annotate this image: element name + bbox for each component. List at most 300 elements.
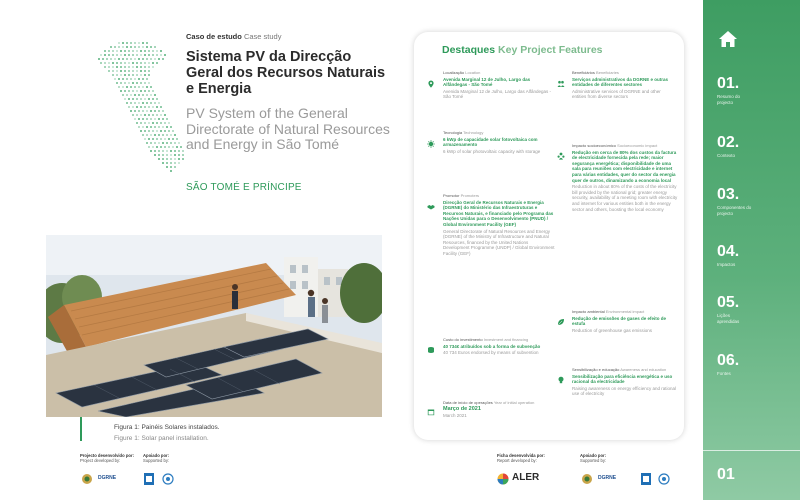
map-dot (128, 50, 130, 52)
nav-item-number: 01. (717, 75, 740, 92)
feature-value-english: 6 kWp of solar photovoltaic capacity with storage (443, 148, 541, 154)
map-dot (162, 134, 164, 136)
nav-item-label: Resumo do projecto (717, 94, 741, 105)
map-dot (132, 82, 134, 84)
map-dot (162, 154, 164, 156)
supported-by-en-2: Supported by: (580, 458, 607, 463)
map-dot (116, 74, 118, 76)
map-dot (148, 62, 150, 64)
map-dot (166, 158, 168, 160)
map-dot (160, 122, 162, 124)
feature-value: 40 734€ atribuídos sob a forma de subvenção (443, 343, 541, 349)
map-dot (146, 86, 148, 88)
map-dot (136, 114, 138, 116)
map-dot (136, 54, 138, 56)
map-dot (152, 122, 154, 124)
map-dot (142, 78, 144, 80)
map-dot (152, 106, 154, 108)
map-dot (106, 58, 108, 60)
map-dot (150, 126, 152, 128)
undp-logo-2 (640, 472, 652, 484)
map-dot (108, 70, 110, 72)
map-dot (104, 54, 106, 56)
map-dot (130, 110, 132, 112)
map-dot (112, 66, 114, 68)
eyebrow-pt: Caso de estudo (186, 32, 242, 41)
map-dot (134, 78, 136, 80)
map-dot (150, 134, 152, 136)
map-dot (138, 58, 140, 60)
map-dot (128, 54, 130, 56)
coins-icon (427, 346, 435, 354)
map-dot (116, 50, 118, 52)
map-dot (140, 122, 142, 124)
map-dot (118, 86, 120, 88)
map-dot (138, 46, 140, 48)
feature-label (443, 400, 553, 406)
map-dot (174, 158, 176, 160)
supported-by-label (143, 453, 169, 463)
map-dot (124, 82, 126, 84)
map-dot (128, 82, 130, 84)
map-dot (152, 50, 154, 52)
map-dot (140, 130, 142, 132)
map-dot (154, 118, 156, 120)
map-dot (156, 62, 158, 64)
map-dot (124, 90, 126, 92)
map-dot (132, 114, 134, 116)
map-dot (144, 122, 146, 124)
map-dot (170, 150, 172, 152)
map-dot (166, 150, 168, 152)
map-dot (152, 90, 154, 92)
map-dot (156, 54, 158, 56)
map-dot (144, 90, 146, 92)
location-pin-icon (427, 80, 435, 88)
map-dot (148, 106, 150, 108)
map-dot (138, 126, 140, 128)
sheet-by-pt: Ficha desenvolvida por: (497, 453, 545, 458)
map-dot (138, 118, 140, 120)
nav-item-components[interactable] (717, 186, 797, 216)
map-dot (148, 138, 150, 140)
feature-label-pt: Tecnologia (443, 130, 463, 135)
map-dot (146, 126, 148, 128)
map-dot (138, 102, 140, 104)
map-dot (154, 102, 156, 104)
map-dot (142, 110, 144, 112)
map-dot (178, 142, 180, 144)
feature-location (443, 70, 553, 100)
map-dot (112, 54, 114, 56)
feature-label-en: Technology (463, 130, 484, 135)
feature-label-en: Socioeconomic impact (617, 143, 658, 148)
feature-value-english: General Directorate of Natural Resources and Energy (DGRNE) of the Ministry of Infrastructure and Natural Resources, financed by the United Nations Development Programme (UNDP) / Global Environment Facility (GEF) (443, 228, 555, 256)
map-dot (156, 130, 158, 132)
map-dot (102, 58, 104, 60)
dgrne-logo-2: DGRNE (598, 475, 617, 481)
map-dot (134, 110, 136, 112)
map-dot (146, 142, 148, 144)
feature-label-pt: Promotor (443, 193, 460, 198)
map-dot (134, 94, 136, 96)
feature-label (572, 70, 676, 76)
map-dot (124, 62, 126, 64)
map-dot (124, 54, 126, 56)
feature-label-en: Beneficiaries (596, 70, 619, 75)
map-dot (156, 106, 158, 108)
lightbulb-icon (557, 376, 565, 384)
map-dot (120, 90, 122, 92)
map-dot (104, 50, 106, 52)
map-dot (100, 62, 102, 64)
map-dot (152, 130, 154, 132)
map-dot (118, 78, 120, 80)
feature-label (443, 70, 553, 76)
aler-logo (497, 472, 547, 484)
feature-label-pt: Impacto ambiental (572, 309, 605, 314)
map-dot (166, 118, 168, 120)
map-dot (140, 98, 142, 100)
map-dot (104, 66, 106, 68)
map-dot (172, 138, 174, 140)
map-dot (136, 74, 138, 76)
map-dot (132, 50, 134, 52)
map-dot (170, 166, 172, 168)
map-dot (122, 42, 124, 44)
map-dot (148, 130, 150, 132)
map-dot (120, 50, 122, 52)
nav-item-number: 05. (717, 294, 740, 311)
map-dot (170, 158, 172, 160)
map-dot (162, 158, 164, 160)
map-dot (160, 138, 162, 140)
map-dot (108, 66, 110, 68)
map-dot (164, 146, 166, 148)
map-dot (110, 58, 112, 60)
feature-value: Direcção Geral de Recursos Naturais e Energia (DGRNE) do Ministério das Infraestruturas e Recursos Naturais, e financiado pelo Programa das Nações Unidas para o Desenvolvimento (PNUD) / Global Environment Facility (GEF) (443, 199, 554, 227)
map-dot (134, 46, 136, 48)
map-dot (110, 46, 112, 48)
map-dot (136, 66, 138, 68)
map-dot (170, 142, 172, 144)
map-dot (154, 126, 156, 128)
nav-item-impacts[interactable] (717, 243, 797, 268)
map-dot (168, 130, 170, 132)
map-dot (132, 62, 134, 64)
map-dot (146, 102, 148, 104)
map-dot (148, 66, 150, 68)
feature-socioeconomic (572, 143, 680, 212)
map-dot (170, 154, 172, 156)
feature-value-english: Raising awareness on energy efficiency and rational use of electricity (572, 385, 676, 397)
feature-start-date (443, 400, 553, 419)
map-dot (154, 94, 156, 96)
section-nav-sidebar (703, 0, 800, 500)
map-dot (132, 70, 134, 72)
map-dot (158, 154, 160, 156)
map-dot (172, 130, 174, 132)
map-dot (122, 58, 124, 60)
feature-awareness (572, 367, 676, 397)
map-dot (136, 90, 138, 92)
map-dot (136, 106, 138, 108)
map-dot (112, 74, 114, 76)
map-dot (178, 150, 180, 152)
feature-promoter (443, 193, 555, 257)
feature-label (572, 367, 676, 373)
nav-item-sources[interactable] (717, 352, 797, 377)
feature-value: Março de 2021 (443, 405, 481, 412)
map-dot (140, 70, 142, 72)
map-dot (148, 122, 150, 124)
map-dot (140, 74, 142, 76)
map-dot (160, 114, 162, 116)
nav-item-context[interactable] (717, 134, 797, 159)
feature-label-en: Environmental impact (605, 309, 645, 314)
map-dot (124, 98, 126, 100)
feature-label-pt: Beneficiários (572, 70, 595, 75)
map-dot (116, 54, 118, 56)
map-dot (168, 146, 170, 148)
map-dot (136, 50, 138, 52)
map-dot (146, 58, 148, 60)
nav-item-label: Lições aprendidas (717, 313, 740, 324)
map-dot (144, 114, 146, 116)
map-dot (146, 134, 148, 136)
feature-beneficiaries (572, 70, 676, 100)
map-dot (134, 118, 136, 120)
map-dot (140, 114, 142, 116)
map-dot (152, 138, 154, 140)
map-dot (158, 134, 160, 136)
feature-label-pt: Impacto socioeconómico (572, 143, 617, 148)
map-dot (162, 118, 164, 120)
map-dot (122, 86, 124, 88)
map-dot (124, 74, 126, 76)
map-dot (100, 54, 102, 56)
map-dot (130, 78, 132, 80)
map-dot (136, 62, 138, 64)
map-dot (160, 130, 162, 132)
map-dot (140, 54, 142, 56)
caption-accent-bar (80, 417, 82, 441)
map-dot (138, 78, 140, 80)
feature-label-pt: Custo do investimento (443, 337, 483, 342)
map-dot (140, 66, 142, 68)
feature-value: Avenida Marginal 12 de Julho, Largo das Alfândegas - São Tomé (443, 76, 531, 88)
map-dot (140, 50, 142, 52)
map-dot (124, 66, 126, 68)
map-dot (144, 130, 146, 132)
map-dot (162, 58, 164, 60)
developed-by-label (80, 453, 134, 463)
map-dot (158, 142, 160, 144)
map-dot (158, 158, 160, 160)
map-dot (150, 110, 152, 112)
map-dot (166, 126, 168, 128)
map-dot (164, 122, 166, 124)
map-dot (148, 114, 150, 116)
developed-by-en: Project developed by: (80, 458, 121, 463)
eyebrow-en: Case study (243, 32, 282, 41)
map-dot (120, 74, 122, 76)
dgrne-logo: DGRNE (98, 475, 117, 481)
nav-item-lessons[interactable] (717, 294, 797, 324)
map-dot (148, 54, 150, 56)
map-dot (144, 98, 146, 100)
map-dot (144, 82, 146, 84)
feature-label (443, 193, 555, 199)
map-dot (140, 82, 142, 84)
map-dot (114, 78, 116, 80)
feature-label (443, 337, 553, 343)
map-dot (158, 58, 160, 60)
gef-logo-2 (658, 472, 670, 484)
map-dot (150, 94, 152, 96)
map-dot (118, 58, 120, 60)
map-dot (166, 166, 168, 168)
map-dot (120, 62, 122, 64)
solar-gear-icon (427, 140, 435, 148)
people-icon (557, 80, 565, 88)
map-dot (150, 142, 152, 144)
map-dot (126, 78, 128, 80)
nav-divider (703, 450, 800, 451)
map-dot (150, 150, 152, 152)
map-dot (172, 146, 174, 148)
map-dot (112, 70, 114, 72)
feature-value: Redução de emissões de gases de efeito de estufa (572, 315, 667, 327)
map-dot (126, 86, 128, 88)
map-dot (132, 66, 134, 68)
figure-caption-english: Figure 1: Solar panel installation. (114, 435, 209, 442)
map-dot (156, 146, 158, 148)
feature-environment (572, 309, 676, 333)
map-dot (142, 58, 144, 60)
map-dot (128, 90, 130, 92)
map-dot (158, 110, 160, 112)
map-dot (148, 74, 150, 76)
map-dot (170, 162, 172, 164)
nav-item-label: Contexto (717, 153, 736, 158)
map-dot (128, 70, 130, 72)
map-dot (178, 162, 180, 164)
page-number: 01 (717, 466, 735, 483)
map-dot (150, 102, 152, 104)
map-dot (134, 58, 136, 60)
feature-value-english: March 2021 (443, 413, 467, 419)
map-dot (144, 66, 146, 68)
map-dot (130, 94, 132, 96)
map-dot (164, 138, 166, 140)
feature-value-english: 40 734 Euros endorsed by means of subvention (443, 350, 539, 356)
map-dot (116, 66, 118, 68)
map-dot (148, 98, 150, 100)
map-dot (142, 42, 144, 44)
map-dot (154, 150, 156, 152)
map-dot (126, 102, 128, 104)
map-dot (144, 70, 146, 72)
map-dot (148, 146, 150, 148)
feature-investment (443, 337, 553, 356)
map-dot (140, 62, 142, 64)
nav-item-label: Componentes do projecto (717, 205, 752, 216)
map-dot (154, 142, 156, 144)
rooftop-solar-illustration (46, 235, 382, 417)
nav-item-summary[interactable] (717, 75, 797, 105)
map-dot (154, 46, 156, 48)
nav-item-label: Fontes (717, 371, 731, 376)
map-dot (134, 42, 136, 44)
map-dot (136, 82, 138, 84)
sheet-by-en: Report developed by: (497, 458, 537, 463)
map-dot (116, 62, 118, 64)
map-dot (130, 102, 132, 104)
undp-logo (143, 472, 155, 484)
map-dot (130, 42, 132, 44)
feature-label-en: Year of initial operation (493, 400, 535, 405)
page-title-english: PV System of the General Directorate of Natural Resources and Energy in São Tomé (186, 105, 390, 152)
map-dot (108, 54, 110, 56)
map-dot (162, 110, 164, 112)
map-dot (174, 154, 176, 156)
map-dot (156, 50, 158, 52)
map-dot (128, 62, 130, 64)
supported-by-en: Supported by: (143, 458, 170, 463)
map-dot (118, 46, 120, 48)
map-dot (174, 166, 176, 168)
map-dot (138, 42, 140, 44)
map-dot (162, 142, 164, 144)
map-dot (130, 86, 132, 88)
leaf-icon (557, 318, 565, 326)
map-dot (164, 54, 166, 56)
dotted-map-graphic (78, 42, 188, 192)
map-dot (152, 62, 154, 64)
map-dot (182, 158, 184, 160)
map-dot (138, 110, 140, 112)
map-dot (136, 70, 138, 72)
key-features-title (442, 44, 603, 56)
map-dot (126, 94, 128, 96)
feature-value: Sensibilização para eficiência energética e uso racional da electricidade (572, 373, 673, 385)
map-dot (174, 134, 176, 136)
map-dot (156, 138, 158, 140)
aler-symbol-icon (497, 473, 511, 485)
map-dot (142, 86, 144, 88)
map-dot (142, 118, 144, 120)
map-dot (128, 66, 130, 68)
feature-value: 6 kWp de capacidade solar fotovoltaica com armazenamento (443, 136, 538, 148)
map-dot (144, 138, 146, 140)
ministry-seal-logo (80, 472, 94, 484)
map-dot (148, 90, 150, 92)
sheet-by-label (497, 453, 545, 463)
aler-wordmark: ALER (512, 472, 540, 483)
map-dot (136, 122, 138, 124)
map-dot (158, 126, 160, 128)
solar-panels-photo (46, 235, 382, 417)
map-dot (122, 78, 124, 80)
map-dot (152, 114, 154, 116)
nav-item-label: Impactos (717, 262, 736, 267)
home-icon[interactable] (718, 30, 738, 48)
feature-label (572, 143, 680, 149)
map-dot (150, 118, 152, 120)
map-dot (120, 66, 122, 68)
map-dot (156, 122, 158, 124)
